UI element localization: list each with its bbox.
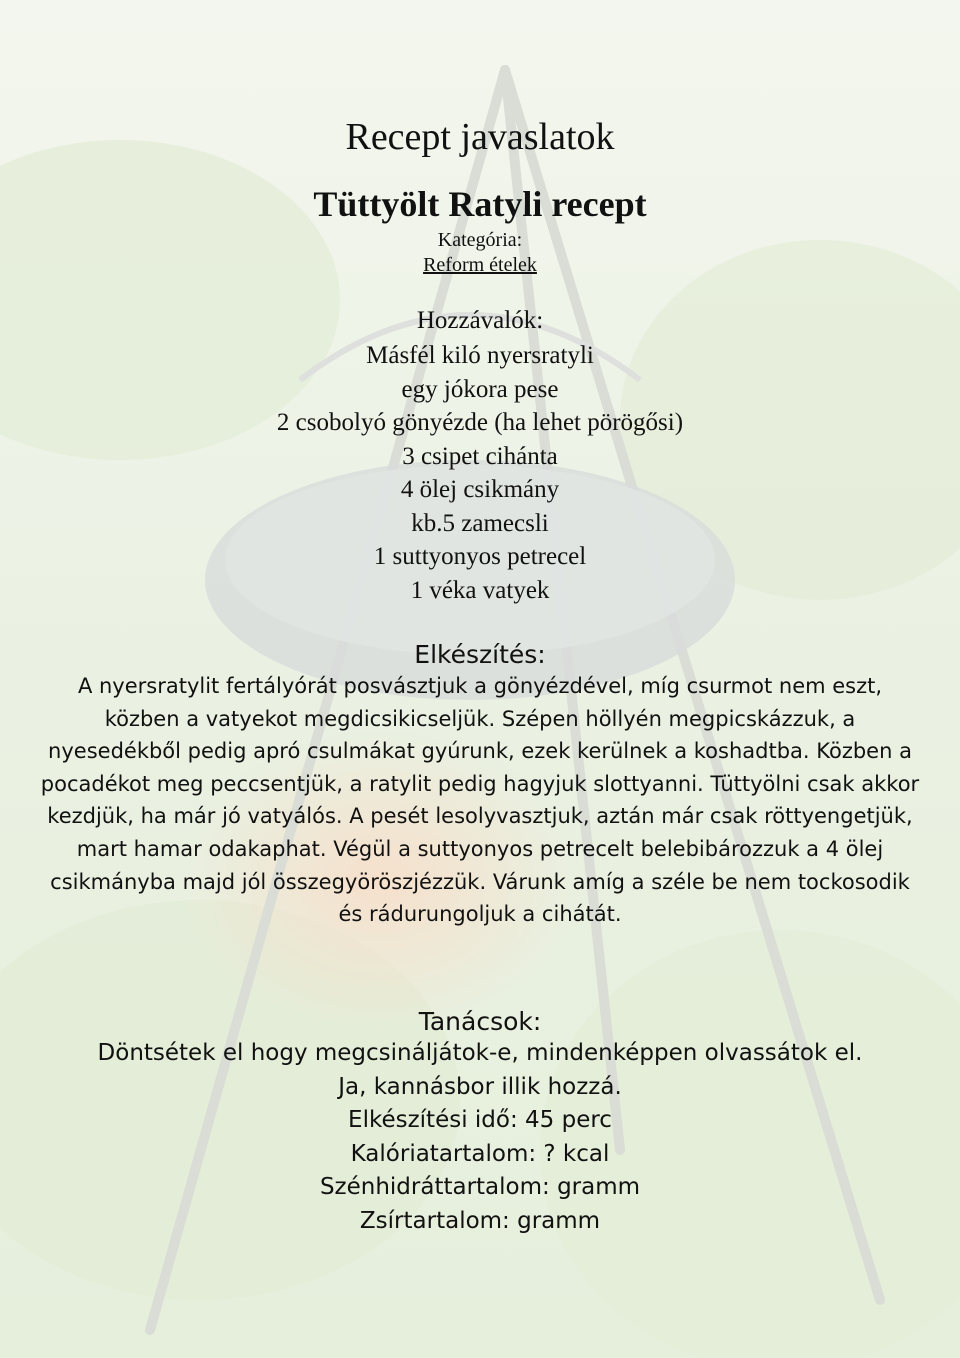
prep-time-line: Elkészítési idő: 45 perc — [348, 1107, 612, 1134]
list-item: Másfél kiló nyersratyli — [366, 342, 594, 369]
recipe-title: Tüttyölt Ratyli recept — [313, 184, 647, 224]
list-item: 1 véka vatyek — [410, 576, 550, 604]
preparation-text: A nyersratylit fertályórát posvásztjuk a gönyézdével, míg csurmot nem eszt, közben a vatyekot megdicsikicseljük. Szépen höllyén megpicskázzuk, a nyesedékből pedig apró csulmákat gyúrunk, ezek kerülnek a koshadtba. Közben a pocadékot meg peccsentjük, a ratylit pedig hagyjuk slottyanni. Tüttyölni csak akkor kezdjük, ha már jó vatyálós. A pesét lesolyvasztjuk, aztán már csak röttyengetjük, mart hamar odakaphat. Végül a suttyonyos petrecelt belebibározzuk a 4 ölej csikmányba majd jól összegyöröszjézzük. Várunk amíg a széle be nem tockosodik és rádurungoljuk a cihátát. — [40, 674, 920, 927]
prep-time: Ja, kannásbor illik hozzá. — [338, 1073, 622, 1100]
list-item: kb.5 zamecsli — [411, 509, 549, 537]
list-item: 1 suttyonyos petrecel — [373, 543, 587, 570]
fat-line: Zsírtartalom: gramm — [359, 1207, 601, 1234]
category-label: Kategória: — [437, 229, 523, 251]
list-item: 2 csobolyó gönyézde (ha lehet pörögősi) — [276, 409, 684, 436]
list-item: 3 csipet cihánta — [402, 442, 558, 470]
ingredients-heading: Hozzávalók: — [416, 307, 544, 334]
carbs-line: Szénhidráttartalom: gramm — [319, 1174, 641, 1201]
ingredients-list — [0, 339, 960, 607]
category-link[interactable]: Reform ételek — [423, 254, 537, 276]
calories-line: Kalóriatartalom: ? kcal — [350, 1140, 610, 1167]
tip-line: Döntsétek el hogy megcsináljátok-e, mindenképpen olvassátok el. — [97, 1040, 863, 1066]
list-item: 4 ölej csikmány — [400, 476, 560, 503]
tips-heading: Tanácsok: — [418, 1007, 542, 1036]
list-item: egy jókora pese — [401, 375, 559, 403]
page-heading: Recept javaslatok — [345, 116, 615, 158]
preparation-heading: Elkészítés: — [414, 640, 546, 669]
tips-list — [0, 1037, 960, 1239]
